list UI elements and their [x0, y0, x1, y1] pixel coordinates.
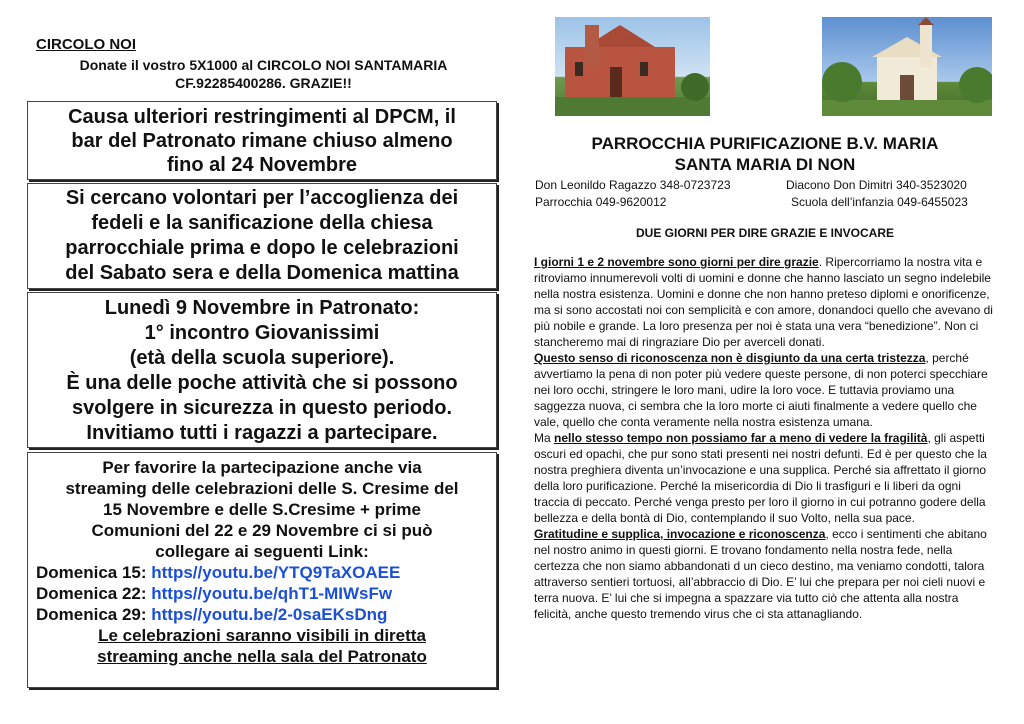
- paragraph-3: [534, 431, 987, 525]
- notice-line: svolgere in sicurezza in questo periodo.: [71, 397, 453, 419]
- notice-line: parrocchiale prima e dopo le celebrazioni: [65, 237, 459, 259]
- donation-line: Donate il vostro 5X1000 al CIRCOLO NOI SANTAMARIA: [79, 57, 448, 73]
- paragraph-4: [534, 527, 987, 621]
- streaming-link[interactable]: https//youtu.be/qhT1-MIWsFw: [151, 584, 393, 603]
- contact-priest: Don Leonildo Ragazzo 348-0723723: [535, 178, 731, 192]
- paragraph-text: , perché avvertiamo la pena di non poter più vedere queste persone, di non poterci specchiare nei loro occhi, stringere le loro mani, udire la loro voce. E tuttavia proviamo una saggezza nuova, ci sembra che la loro morte ci aiuti finalmente a vedere quello che vale, quello che conta veramente nella nostra esistenza umana.: [534, 351, 988, 429]
- notice-line: 1° incontro Giovanissimi: [144, 322, 380, 344]
- link-day-label: Domenica 22:: [36, 584, 152, 603]
- article-body: [534, 254, 994, 622]
- notice-line: È una delle poche attività che si possono: [66, 372, 458, 394]
- parish-name-line: SANTA MARIA DI NON: [674, 155, 856, 174]
- paragraph-text: . Ripercorriamo la nostra vita e ritroviamo innumerevoli volti di uomini e donne che hanno lasciato un segno indelebile nella nostra esistenza. Uomini e donne che non hanno preteso diplomi e onorificenze, ma si sono accostati noi con semplicità e con amore, donandoci quello che avevano di più nobile e grande. La loro presenza per noi è stata una vera “benedizione”. Non ci stancheremo mai di ringraziare Dio per averceli donati.: [534, 255, 993, 349]
- article-title: DUE GIORNI PER DIRE GRAZIE E INVOCARE: [635, 226, 895, 240]
- link-day-label: Domenica 29:: [36, 605, 152, 624]
- notice-line: Si cercano volontari per l’accoglienza dei: [65, 187, 459, 209]
- notice-line: bar del Patronato rimane chiuso almeno: [71, 130, 453, 152]
- notice-line: Comunioni del 22 e 29 Novembre ci si può: [91, 521, 433, 540]
- notice-line: 15 Novembre e delle S.Cresime + prime: [103, 500, 421, 519]
- streaming-link-row: [28, 604, 496, 625]
- paragraph-text: , gli aspetti oscuri ed opachi, che pur sono stati presenti nei nostri defunti. Ed è per questo che la nostra preghiera diventa un’invocazione e una supplica. Perché sia affrettato il giorno della loro purificazione. Perché la misericordia di Dio li trasfiguri e li liberi da ogni traccia di peccato. Perché venga presto per loro il giorno in cui potranno godere della bellezza e della bontà di Dio, contemplando il suo Volto, nella sua pace.: [534, 431, 987, 525]
- streaming-notice: [27, 452, 497, 688]
- circolo-title: CIRCOLO NOI: [36, 36, 136, 53]
- notice-line: del Sabato sera e della Domenica mattina: [65, 262, 459, 284]
- notice-line: Invitiamo tutti i ragazzi a partecipare.: [86, 422, 438, 444]
- fiscal-code-line: CF.92285400286. GRAZIE!!: [175, 75, 352, 91]
- chapel-image: [822, 17, 992, 116]
- streaming-link-row: [28, 583, 496, 604]
- emphasis: Gratitudine e supplica, invocazione e riconoscenza: [534, 527, 826, 541]
- streaming-link[interactable]: https//youtu.be/2-0saEKsDng: [151, 605, 388, 624]
- parish-name-line: PARROCCHIA PURIFICAZIONE B.V. MARIA: [591, 134, 939, 153]
- streaming-link[interactable]: https//youtu.be/YTQ9TaXOAEE: [151, 563, 401, 582]
- church-photo: [555, 17, 710, 116]
- streaming-link-row: [28, 562, 496, 583]
- notice-line: streaming delle celebrazioni delle S. Cresime del: [65, 479, 459, 498]
- chapel-photo: [822, 17, 992, 116]
- notice-footer-line: Le celebrazioni saranno visibili in diretta: [98, 626, 426, 645]
- notice-line: fino al 24 Novembre: [166, 154, 358, 176]
- volunteers-notice: [27, 183, 497, 289]
- notice-line: collegare ai seguenti Link:: [155, 542, 369, 561]
- emphasis: Questo senso di riconoscenza non è disgiunto da una certa tristezza: [534, 351, 926, 365]
- emphasis: nello stesso tempo non possiamo far a meno di vedere la fragilità: [554, 431, 928, 445]
- notice-line: Lunedì 9 Novembre in Patronato:: [104, 297, 420, 319]
- notice-line: (età della scuola superiore).: [129, 347, 395, 369]
- contact-school: Scuola dell’infanzia 049-6455023: [791, 195, 968, 209]
- paragraph-1: [534, 255, 993, 349]
- contact-parish: Parrocchia 049-9620012: [535, 195, 667, 209]
- emphasis: I giorni 1 e 2 novembre sono giorni per dire grazie: [534, 255, 819, 269]
- paragraph-text: , ecco i sentimenti che abitano nel nostro animo in questi giorni. E trovano fondamento nella nostra fede, nella certezza che non siamo abbandonati d un cieco destino, ma veniamo condotti, talora attraverso sentieri tortuosi, all’abbraccio di Dio. E’ lui che prepara per noi cieli nuovi e terra nuova. E’ lui che si impegna a spazzare via tutto ciò che attenta alla nostra felicità, anche questo tremendo virus che ci sta attanagliando.: [534, 527, 987, 621]
- notice-line: fedeli e la sanificazione della chiesa: [91, 212, 433, 234]
- bar-closed-notice: [27, 101, 497, 180]
- church-image: [555, 17, 710, 116]
- parish-name: [520, 133, 1010, 175]
- link-day-label: Domenica 15:: [36, 563, 152, 582]
- giovanissimi-notice: [27, 292, 497, 448]
- paragraph-text: Ma: [534, 431, 555, 445]
- notice-line: Per favorire la partecipazione anche via: [102, 458, 422, 477]
- paragraph-2: [534, 351, 988, 429]
- notice-line: Causa ulteriori restringimenti al DPCM, il: [68, 106, 456, 128]
- notice-footer-line: streaming anche nella sala del Patronato: [97, 647, 427, 666]
- contact-deacon: Diacono Don Dimitri 340-3523020: [786, 178, 967, 192]
